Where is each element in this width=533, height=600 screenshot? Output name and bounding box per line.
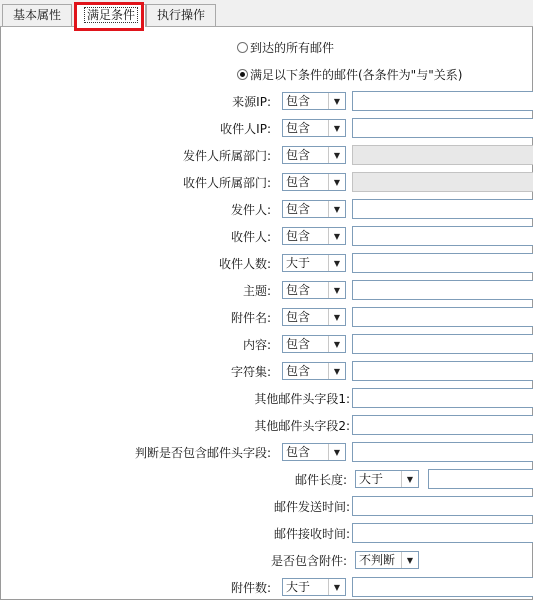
label-subject: 主题: [242, 284, 271, 298]
select-rcpt-count-op[interactable]: 大于 ▼ [282, 254, 346, 272]
input-content[interactable] [352, 334, 533, 354]
select-has-header-op[interactable]: 包含 ▼ [282, 443, 346, 461]
tab-label: 基本属性 [13, 8, 62, 22]
select-charset-op[interactable]: 包含 ▼ [282, 362, 346, 380]
tab-conditions[interactable] [76, 4, 146, 27]
select-attach-name-op[interactable]: 包含 ▼ [282, 308, 346, 326]
label-mail-length: 邮件长度: [294, 473, 347, 487]
input-send-time[interactable] [352, 496, 533, 516]
input-header1[interactable] [352, 388, 533, 408]
select-source-ip-op[interactable]: 包含 ▼ [282, 92, 346, 110]
label-content: 内容: [242, 338, 271, 352]
label-attach-name: 附件名: [230, 311, 271, 325]
tab-bar [0, 0, 533, 27]
input-rcpt-ip[interactable] [352, 118, 533, 138]
select-has-attachment[interactable]: 不判断 ▼ [355, 551, 419, 569]
tab-basic-properties[interactable] [2, 4, 72, 26]
chevron-down-icon[interactable]: ▼ [328, 444, 345, 460]
select-rcpt-op[interactable]: 包含 ▼ [282, 227, 346, 245]
input-sender-dept [352, 145, 533, 165]
label-sender-dept: 发件人所属部门: [182, 149, 271, 163]
radio-all-label: 到达的所有邮件 [250, 41, 335, 55]
chevron-down-icon[interactable]: ▼ [401, 471, 418, 487]
label-recv-time: 邮件接收时间: [273, 527, 350, 541]
label-attach-count: 附件数: [230, 581, 271, 595]
input-sender[interactable] [352, 199, 533, 219]
select-rcpt-dept-op[interactable]: 包含 ▼ [282, 173, 346, 191]
input-attach-name[interactable] [352, 307, 533, 327]
select-subject-op[interactable]: 包含 ▼ [282, 281, 346, 299]
label-header2: 其他邮件头字段2: [254, 419, 350, 433]
label-has-header: 判断是否包含邮件头字段: [134, 446, 271, 460]
label-send-time: 邮件发送时间: [273, 500, 350, 514]
select-mail-length-op[interactable]: 大于 ▼ [355, 470, 419, 488]
chevron-down-icon[interactable]: ▼ [401, 552, 418, 568]
chevron-down-icon[interactable]: ▼ [328, 120, 345, 136]
input-rcpt-count[interactable] [352, 253, 533, 273]
chevron-down-icon[interactable]: ▼ [328, 309, 345, 325]
select-attach-count-op[interactable]: 大于 ▼ [282, 578, 346, 596]
input-has-header[interactable] [352, 442, 533, 462]
input-rcpt-dept [352, 172, 533, 192]
radio-matching-mail[interactable] [237, 66, 462, 83]
radio-button-selected[interactable] [237, 69, 248, 80]
tab-actions[interactable] [146, 4, 216, 26]
chevron-down-icon[interactable]: ▼ [328, 201, 345, 217]
chevron-down-icon[interactable]: ▼ [328, 363, 345, 379]
chevron-down-icon[interactable]: ▼ [328, 228, 345, 244]
tab-label: 满足条件 [87, 8, 136, 22]
input-source-ip[interactable] [352, 91, 533, 111]
select-content-op[interactable]: 包含 ▼ [282, 335, 346, 353]
input-header2[interactable] [352, 415, 533, 435]
chevron-down-icon[interactable]: ▼ [328, 255, 345, 271]
label-rcpt-ip: 收件人IP: [220, 122, 271, 136]
select-sender-op[interactable]: 包含 ▼ [282, 200, 346, 218]
label-header1: 其他邮件头字段1: [254, 392, 350, 406]
label-rcpt: 收件人: [230, 230, 271, 244]
radio-button[interactable] [237, 42, 248, 53]
input-mail-length[interactable] [428, 469, 533, 489]
tab-label: 执行操作 [157, 8, 206, 22]
label-sender: 发件人: [230, 203, 271, 217]
input-recv-time[interactable] [352, 523, 533, 543]
input-attach-count[interactable] [352, 577, 533, 597]
chevron-down-icon[interactable]: ▼ [328, 93, 345, 109]
input-rcpt[interactable] [352, 226, 533, 246]
chevron-down-icon[interactable]: ▼ [328, 282, 345, 298]
label-rcpt-count: 收件人数: [218, 257, 271, 271]
select-sender-dept-op[interactable]: 包含 ▼ [282, 146, 346, 164]
chevron-down-icon[interactable]: ▼ [328, 174, 345, 190]
input-subject[interactable] [352, 280, 533, 300]
chevron-down-icon[interactable]: ▼ [328, 336, 345, 352]
radio-all-mail[interactable] [237, 39, 334, 56]
label-charset: 字符集: [230, 365, 271, 379]
label-rcpt-dept: 收件人所属部门: [182, 176, 271, 190]
select-rcpt-ip-op[interactable]: 包含 ▼ [282, 119, 346, 137]
radio-cond-label: 满足以下条件的邮件(各条件为"与"关系) [250, 68, 463, 82]
label-source-ip: 来源IP: [232, 95, 271, 109]
label-has-attachment: 是否包含附件: [270, 554, 347, 568]
chevron-down-icon[interactable]: ▼ [328, 579, 345, 595]
chevron-down-icon[interactable]: ▼ [328, 147, 345, 163]
input-charset[interactable] [352, 361, 533, 381]
